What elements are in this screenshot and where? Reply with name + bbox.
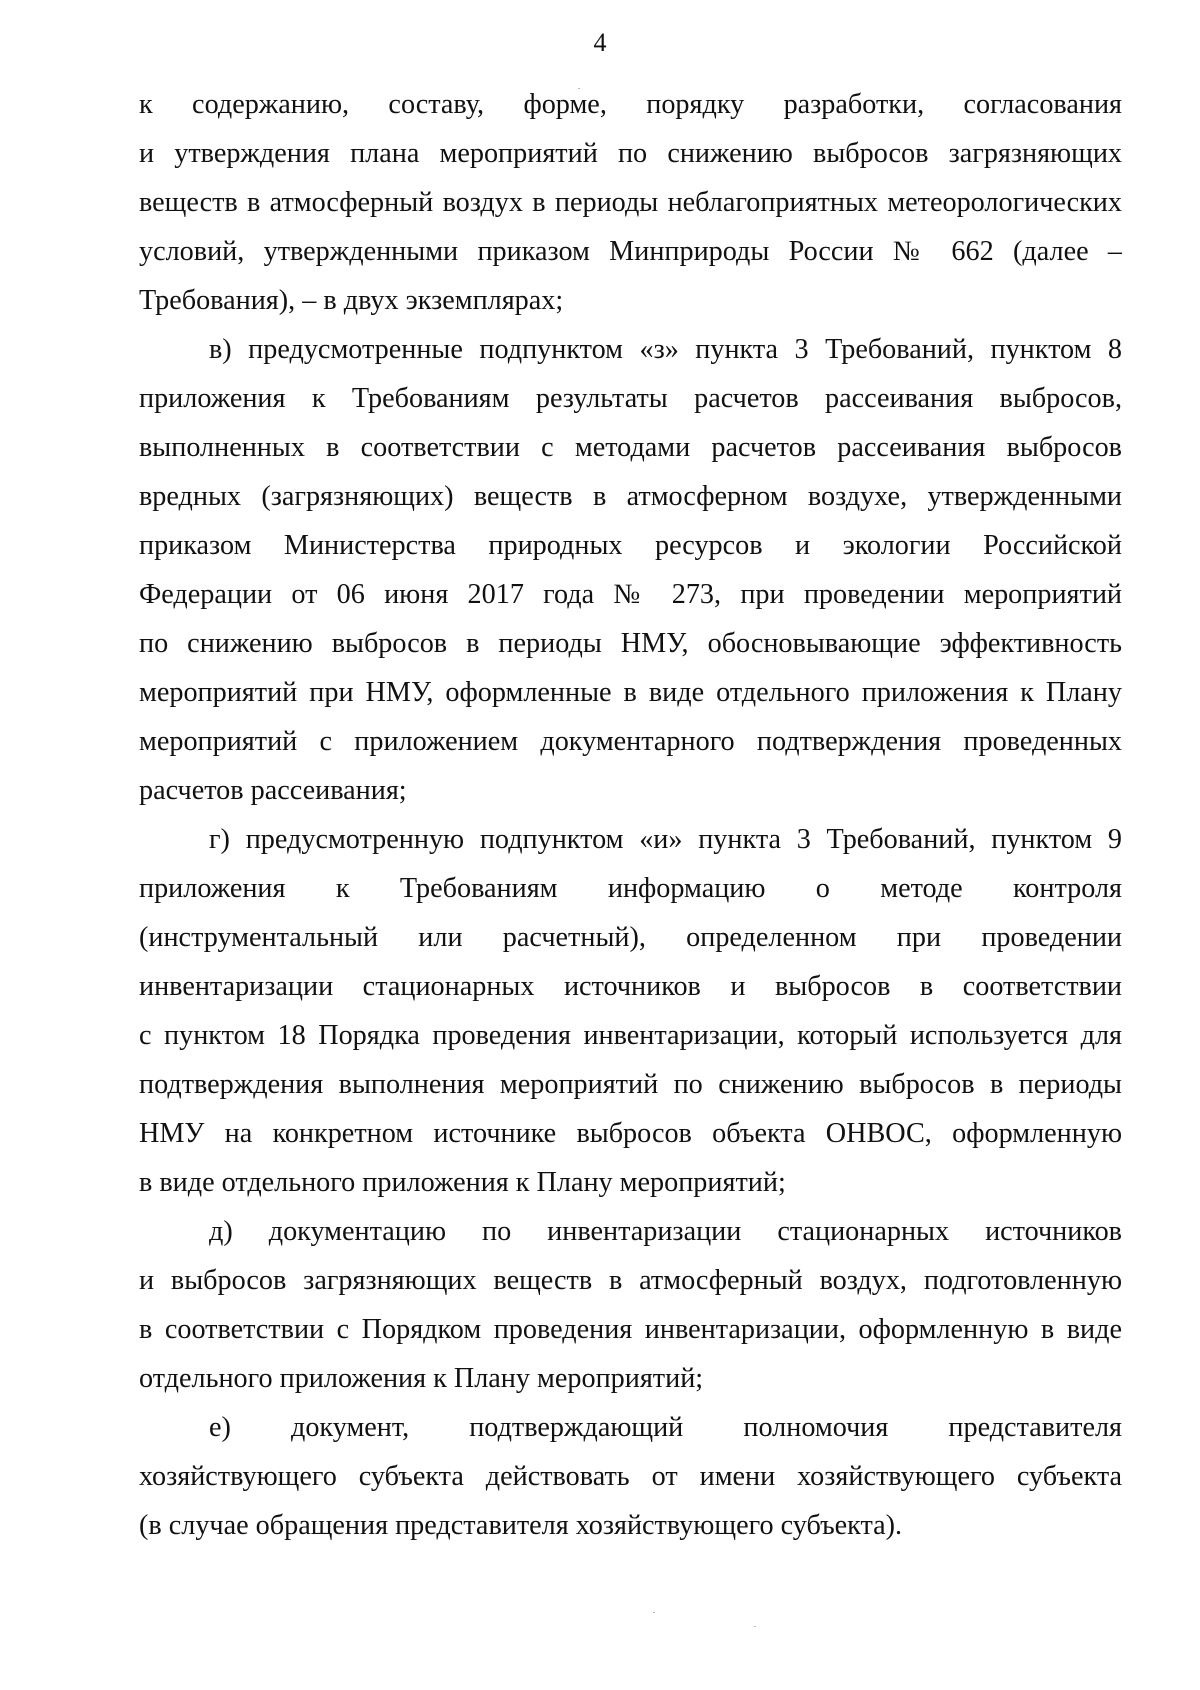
scan-speck bbox=[754, 1626, 756, 1627]
text-line: веществ в атмосферный воздух в периоды неблагоприятных метеорологических bbox=[139, 187, 1122, 218]
scan-speck bbox=[653, 1612, 655, 1613]
text-line: инвентаризации стационарных источников и выбросов в соответствии bbox=[139, 971, 1122, 1002]
text-line: в виде отдельного приложения к Плану мероприятий; bbox=[139, 1167, 786, 1198]
text-line: условий, утвержденными приказом Минприроды России № 662 (далее – bbox=[139, 236, 1122, 267]
text-line: и выбросов загрязняющих веществ в атмосферный воздух, подготовленную bbox=[139, 1265, 1122, 1296]
text-line: по снижению выбросов в периоды НМУ, обосновывающие эффективность bbox=[139, 628, 1122, 659]
text-line: (инструментальный или расчетный), определенном при проведении bbox=[139, 922, 1122, 953]
text-line: д) документацию по инвентаризации стационарных источников bbox=[209, 1216, 1122, 1247]
paragraph bbox=[139, 1403, 1122, 1550]
text-line: в) предусмотренные подпунктом «з» пункта 3 Требований, пунктом 8 bbox=[209, 334, 1122, 365]
text-line: в соответствии с Порядком проведения инвентаризации, оформленную в виде bbox=[139, 1314, 1122, 1345]
text-line: приложения к Требованиям информацию о методе контроля bbox=[139, 873, 1122, 904]
text-line: Требования), – в двух экземплярах; bbox=[139, 285, 564, 316]
paragraph bbox=[139, 80, 1122, 325]
text-line: подтверждения выполнения мероприятий по снижению выбросов в периоды bbox=[139, 1069, 1122, 1100]
text-line: и утверждения плана мероприятий по снижению выбросов загрязняющих bbox=[139, 138, 1122, 169]
text-line: хозяйствующего субъекта действовать от имени хозяйствующего субъекта bbox=[139, 1461, 1122, 1492]
paragraph bbox=[139, 325, 1122, 815]
document-body bbox=[139, 80, 1122, 1550]
text-line: с пунктом 18 Порядка проведения инвентаризации, который используется для bbox=[139, 1020, 1122, 1051]
text-line: мероприятий с приложением документарного подтверждения проведенных bbox=[139, 726, 1122, 757]
text-line: (в случае обращения представителя хозяйствующего субъекта). bbox=[139, 1510, 903, 1541]
text-line: е) документ, подтверждающий полномочия представителя bbox=[209, 1412, 1122, 1443]
text-line: вредных (загрязняющих) веществ в атмосферном воздухе, утвержденными bbox=[139, 481, 1122, 512]
text-line: мероприятий при НМУ, оформленные в виде отдельного приложения к Плану bbox=[139, 677, 1122, 708]
text-line: расчетов рассеивания; bbox=[139, 775, 407, 806]
text-line: Федерации от 06 июня 2017 года № 273, при проведении мероприятий bbox=[139, 579, 1122, 610]
text-line: отдельного приложения к Плану мероприятий; bbox=[139, 1363, 704, 1394]
text-line: приказом Министерства природных ресурсов и экологии Российской bbox=[139, 530, 1122, 561]
page-number: 4 bbox=[593, 28, 607, 57]
paragraph bbox=[139, 815, 1122, 1207]
scan-speck bbox=[578, 88, 580, 89]
text-line: выполненных в соответствии с методами расчетов рассеивания выбросов bbox=[139, 432, 1122, 463]
text-line: приложения к Требованиям результаты расчетов рассеивания выбросов, bbox=[139, 383, 1122, 414]
text-line: НМУ на конкретном источнике выбросов объекта ОНВОС, оформленную bbox=[139, 1118, 1122, 1149]
text-line: к содержанию, составу, форме, порядку разработки, согласования bbox=[139, 89, 1122, 120]
paragraph bbox=[139, 1207, 1122, 1403]
text-line: г) предусмотренную подпунктом «и» пункта 3 Требований, пунктом 9 bbox=[209, 824, 1122, 855]
